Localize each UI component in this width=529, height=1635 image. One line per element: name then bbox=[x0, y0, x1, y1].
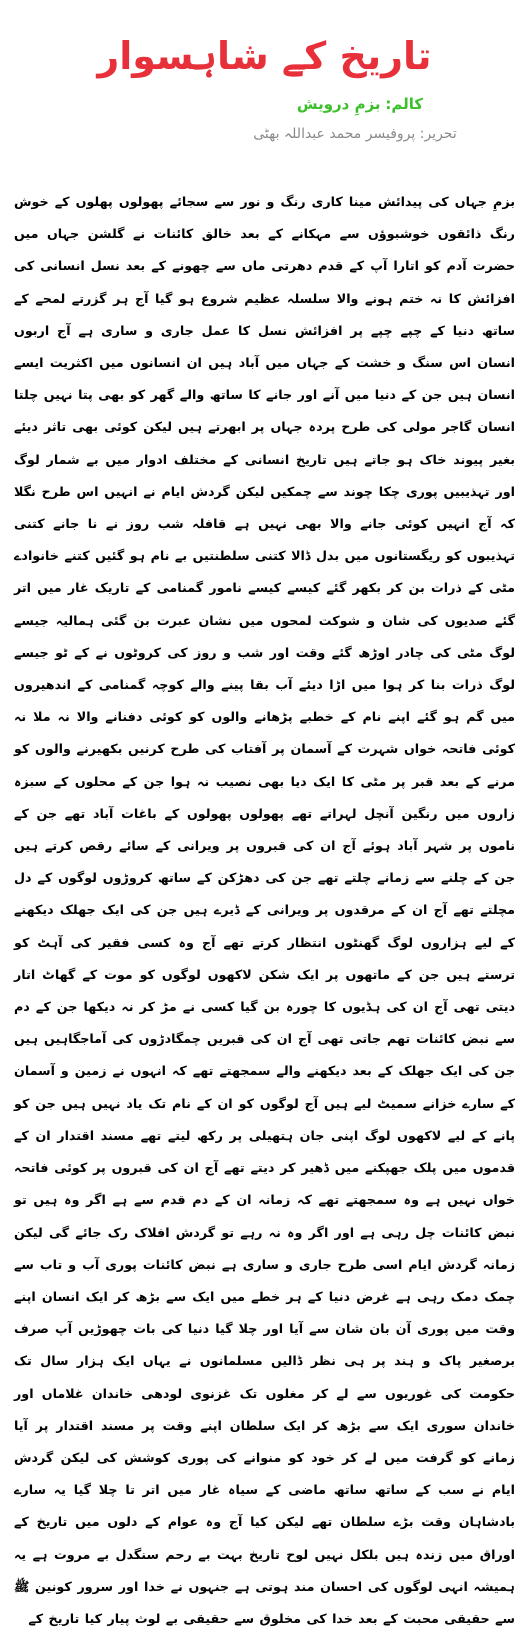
article-title: تاریخ کے شاہسوار bbox=[97, 34, 432, 78]
author-name: پروفیسر محمد عبداللہ بھٹی bbox=[253, 126, 416, 142]
column-name: بزمِ درویش bbox=[296, 95, 381, 113]
author-label: تحریر: bbox=[419, 126, 457, 142]
column-byline bbox=[200, 94, 520, 114]
author-byline bbox=[190, 124, 520, 144]
article-body: بزمِ جہاں کی پیدائش مینا کاری رنگ و نور سے سجائے پھولوں پھلوں کے خوش رنگ ذائقوں خوشبوؤں سے مہکانے کے بعد خالق کائنات نے گلشن جہاں میں حضرت آدم کو اتارا آپ کے قدم دھرتی ماں سے چھونے کے بعد نسل انسانی کی افزائش کا نہ ختم ہونے والا سلسلہ عظیم شروع ہو گیا آج ہر گزرتے لمحے کے ساتھ دنیا کے چپے چپے پر افزائش نسل کا عمل جاری و ساری ہے آج اربوں انسان اس سنگ و خشت کے جہاں میں آباد ہیں ان انسانوں میں اکثریت ایسے انسان ہیں جن کے دنیا میں آنے اور جانے کا ساتھ والے گھر کو بھی پتا نہیں چلتا انسان گاجر مولی کی طرح پردہ جہاں پر ابھرتے ہیں لیکن کوئی بھی تاثر دیئے بغیر پیوند خاک ہو جاتے ہیں تاریخ انسانی کے مختلف ادوار میں بے شمار لوگ اور تہذیبیں پوری چکا چوند سے چمکیں لیکن گردش ایام نے انہیں اس طرح نگلا کہ آج انہیں کوئی جانے والا بھی نہیں ہے قافلہ شب روز نے نا جانے کتنی تہذیبوں کو ریگستانوں میں بدل ڈالا کتنی سلطنتیں بے نام ہو گئیں کتنے خانوادے مٹی کے ذرات بن کر بکھر گئے کیسے کیسے نامور گمنامی کے تاریک غار میں اتر گئے صدیوں کی شان و شوکت لمحوں میں نشان عبرت بن گئی ہمالیہ جیسے لوگ مٹی کی چادر اوڑھ گئے وقت اور شب و روز کی کروٹوں نے کے ٹو جیسے لوگ ذرات بنا کر ہوا میں اڑا دیئے آب بقا پینے والے کوچہ گمنامی کے اندھیروں میں گم ہو گئے اپنے نام کے خطبے پڑھانے والوں کو کوئی دفنانے والا نہ ملا نہ کوئی فاتحہ خواں شہرت کے آسمان پر آفتاب کی طرح کرنیں بکھیرنے والوں کو مرنے کے بعد قبر پر مٹی کا ایک دیا بھی نصیب نہ ہوا جن کے محلوں کے سبزہ زاروں میں رنگین آنچل لہراتے تھے پھولوں پھولوں کے باغات آباد تھے جن کے ناموں پر شہر آباد ہوئے آج ان کی قبروں پر ویرانی کے سائے رقص کرتے ہیں جن کے چلنے سے زمانے چلتے تھے جن کی دھڑکن کے ساتھ کروڑوں لوگوں کے دل مچلتے تھے آج ان کے مرقدوں پر ویرانی کے ڈیرے ہیں جن کی ایک جھلک دیکھنے کے لیے ہزاروں لوگ گھنٹوں انتظار کرتے تھے آج وہ کسی فقیر کی آہٹ کو ترستے ہیں جن کے ماتھوں پر ایک شکن لاکھوں لوگوں کو موت کے گھاٹ اتار دیتی تھی آج ان کی ہڈیوں کا چورہ بن گیا کسی نے مڑ کر نہ دیکھا جن کے دم سے نبض کائنات تھم جاتی تھی آج ان کی قبریں چمگادڑوں کی آماجگاہیں ہیں جن کی ایک جھلک کے بعد دیکھنے والے سمجھتے تھے کہ انہوں نے زمین و آسمان کے سارے خزانے سمیٹ لیے ہیں آج لوگوں کو ان کے نام تک یاد نہیں ہیں جن کو پانے کے لیے لاکھوں لوگ اپنی جان ہتھیلی پر رکھ لیتے تھے مسند اقتدار ان کے قدموں میں پلک جھپکنے میں ڈھیر کر دیتے تھے آج ان کی قبروں پر کوئی فاتحہ خواں نہیں ہے وہ سمجھتے تھے کہ زمانہ ان کے دم قدم سے ہے اگر وہ ہیں تو نبض کائنات چل رہی ہے اور اگر وہ نہ رہے تو گردش افلاک رک جائے گی لیکن زمانہ گردش ایام اسی طرح جاری و ساری ہے نبض کائنات پوری آب و تاب سے چمک دمک رہی ہے غرض دنیا کے ہر خطے میں ایک سے بڑھ کر ایک انسان اپنے وقت میں پوری آن بان شان سے آیا اور چلا گیا دنیا کی بات چھوڑیں آپ صرف برصغیر پاک و ہند پر ہی نظر ڈالیں مسلمانوں نے یہاں ایک ہزار سال تک حکومت کی غوریوں سے لے کر مغلوں تک غزنوی لودھی خاندان غلاماں اور خاندان سوری ایک سے بڑھ کر ایک سلطان اپنے وقت پر مسند اقتدار پر آیا زمانے کو گرفت میں لے کر خود کو منوانے کی پوری کوشش کی لیکن گردش ایام نے سب کے ساتھ ساتھ ماضی کے سیاہ غار میں اتر تا چلا گیا یہ سارے بادشاہان وقت بڑے سلطان تھے لیکن کیا آج وہ عوام کے دلوں میں تاریخ کے اوراق میں زندہ ہیں بلکل نہیں لوح تاریخ بہت بے رحم سنگدل بے مروت ہے یہ ہمیشہ انہی لوگوں کی احسان مند ہوتی ہے جنہوں نے خدا اور سرور کونین ﷺ سے حقیقی محبت کے بعد خدا کی مخلوق سے حقیقی بے لوث پیار کیا تاریخ کے bbox=[14, 194, 515, 1626]
column-label: کالم: bbox=[385, 95, 424, 113]
